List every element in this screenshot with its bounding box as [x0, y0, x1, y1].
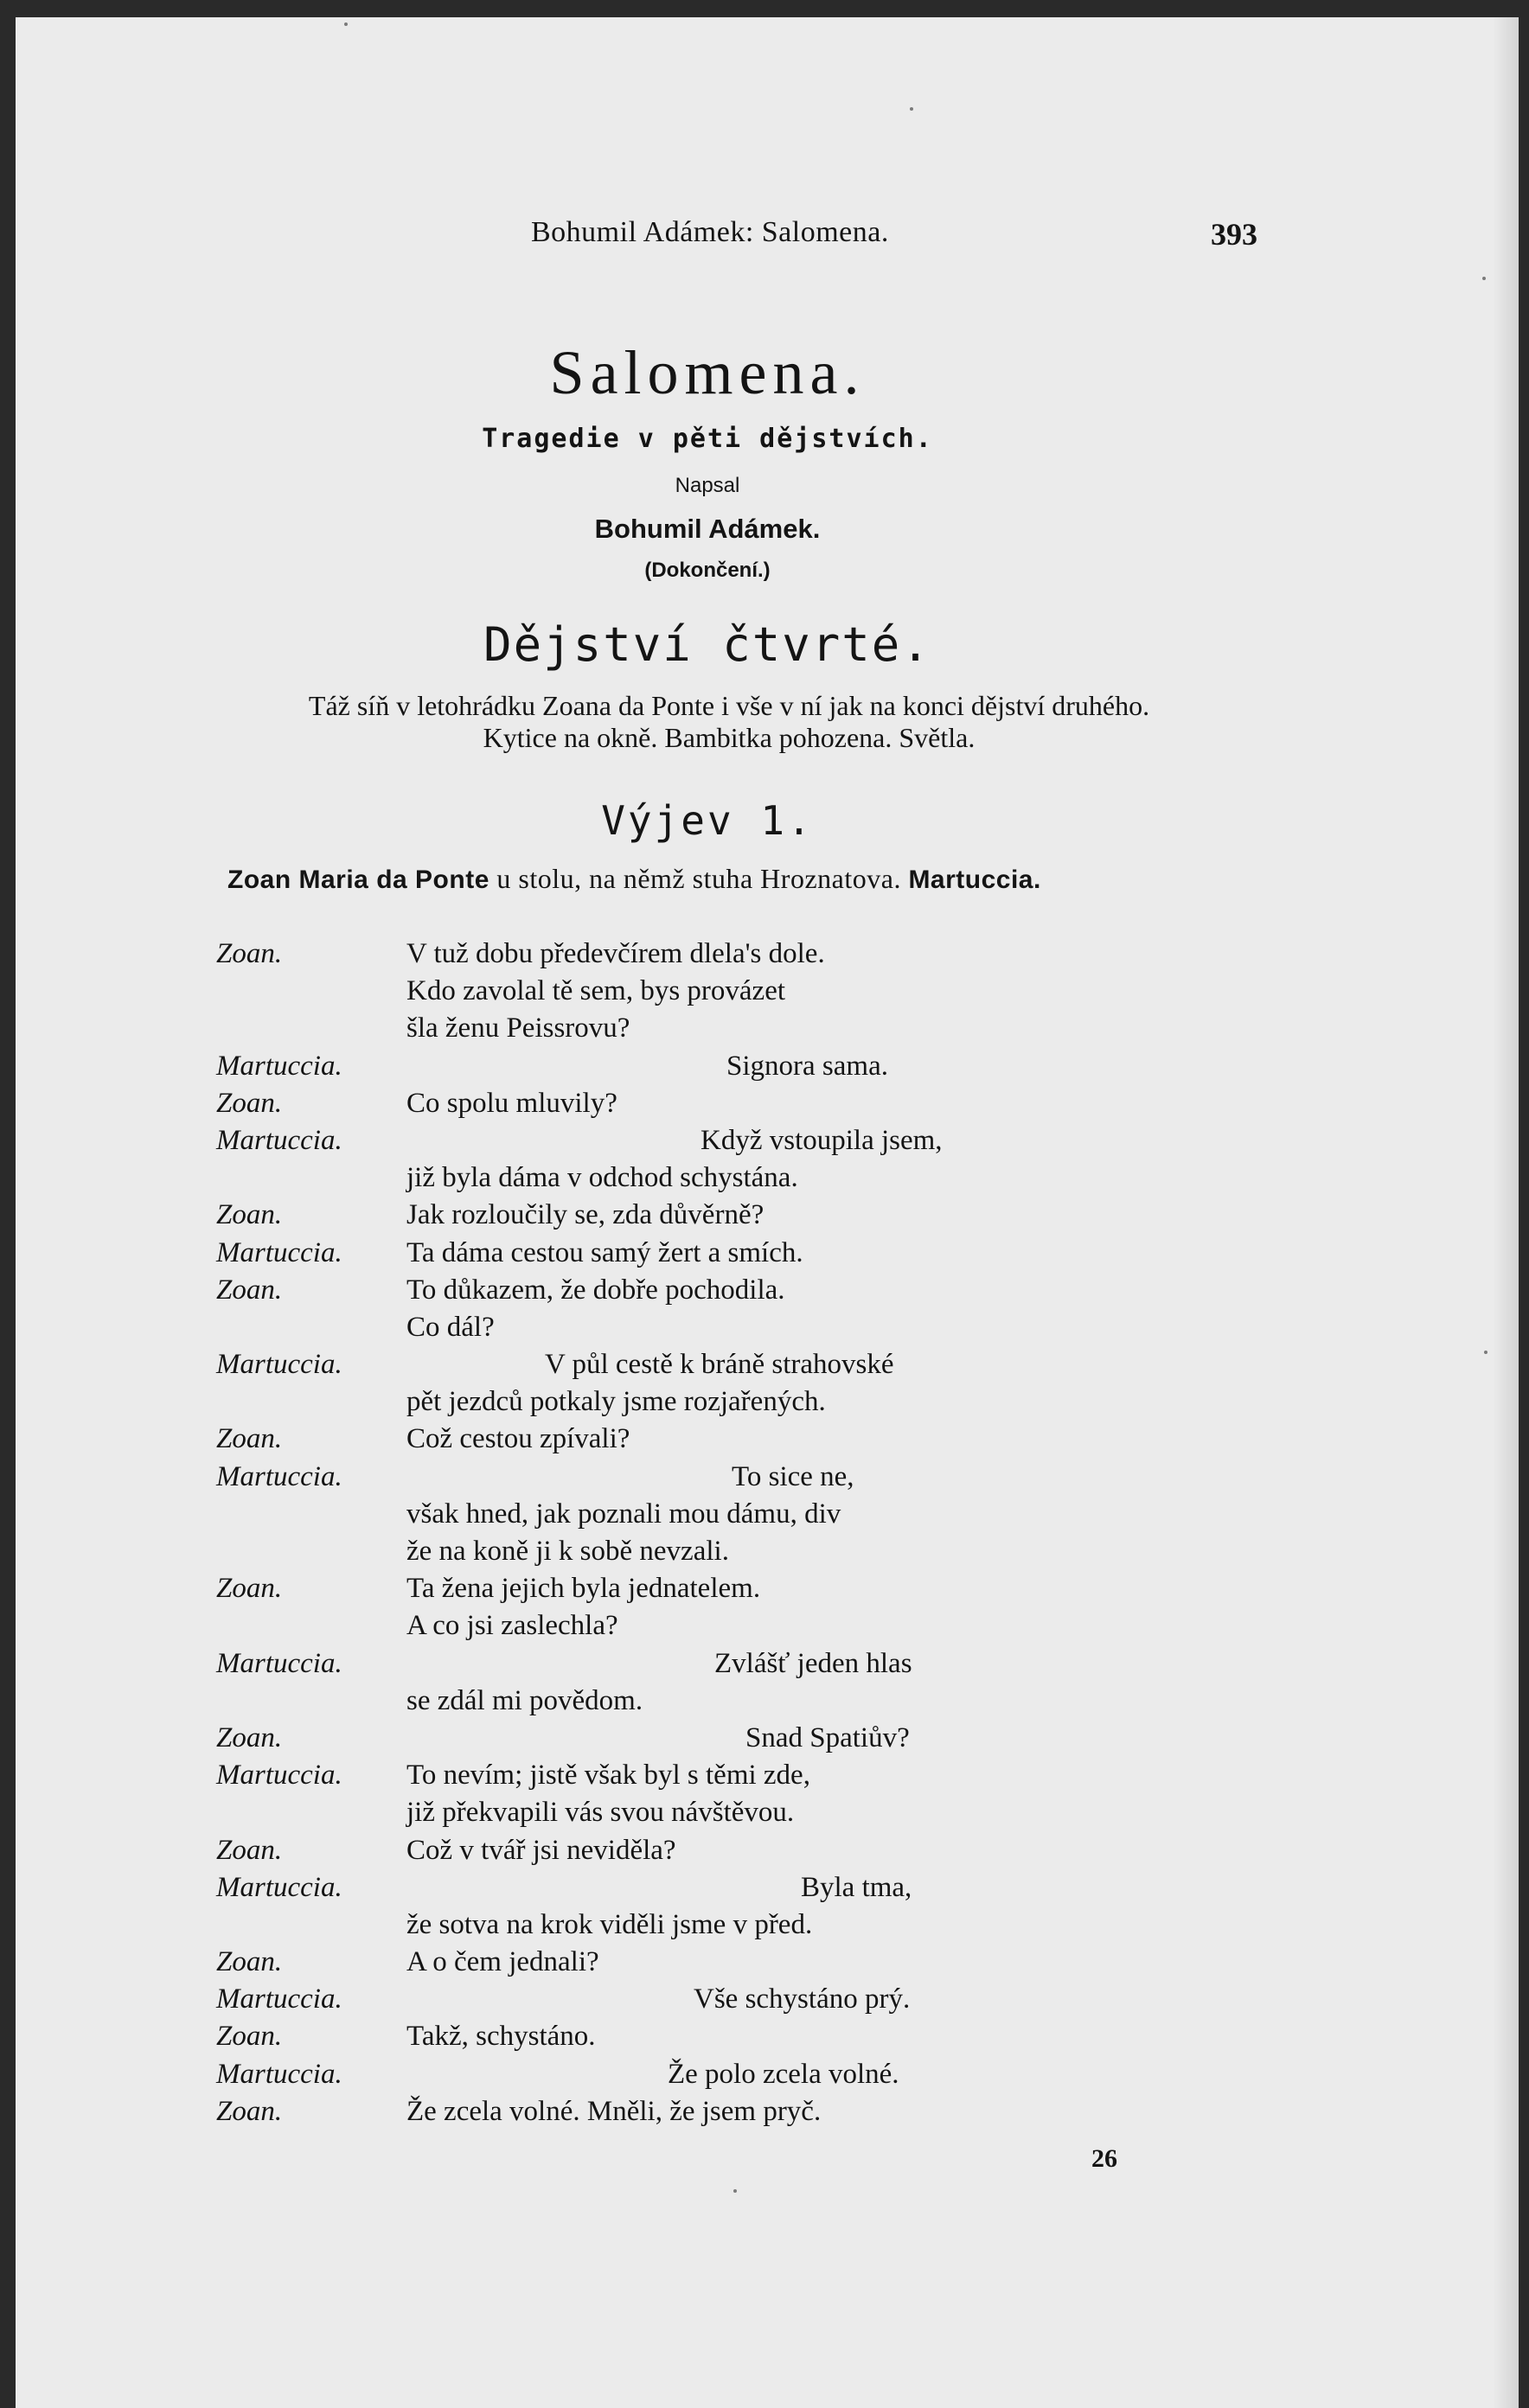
print-speck: [1482, 277, 1486, 280]
verse-text: šla ženu Peissrovu?: [406, 1012, 630, 1044]
speaker-name: Martuccia.: [216, 1460, 342, 1492]
verse-text: Kdo zavolal tě sem, bys provázet: [406, 975, 786, 1007]
dialogue-line: [16, 1085, 1519, 1122]
dialogue-line: [16, 2056, 1519, 2093]
verse-text: již byla dáma v odchod schystána.: [406, 1162, 798, 1194]
scene-heading: Výjev 1.: [601, 797, 814, 844]
dialogue-line: [16, 1496, 1519, 1533]
speaker-name: Martuccia.: [216, 2058, 342, 2090]
verse-text: A o čem jednali?: [406, 1946, 599, 1978]
verse-text: To nevím; jistě však byl s těmi zde,: [406, 1760, 810, 1792]
dialogue-line: [16, 1570, 1519, 1607]
stage-direction: [227, 863, 1395, 895]
verse-text: Což v tvář jsi neviděla?: [406, 1834, 676, 1866]
play-subtitle: Tragedie v pěti dějstvích.: [482, 424, 933, 454]
dialogue-line: [16, 1794, 1519, 1831]
dialogue-line: [16, 1869, 1519, 1907]
dialogue-line: [16, 1421, 1519, 1458]
dialogue-line: [16, 1309, 1519, 1346]
speaker-name: Zoan.: [216, 1834, 283, 1866]
author-name: Bohumil Adámek.: [594, 514, 821, 544]
speaker-name: Zoan.: [216, 1199, 283, 1231]
dialogue-line: [16, 1235, 1519, 1272]
verse-text: pět jezdců potkaly jsme rozjařených.: [406, 1386, 826, 1418]
dialogue-line: [16, 936, 1519, 973]
speaker-name: Zoan.: [216, 1274, 283, 1306]
verse-text: Snad Spatiův?: [745, 1721, 910, 1753]
setting-line: Kytice na okně. Bambitka pohozena. Světla.: [483, 722, 976, 753]
verse-text: již překvapili vás svou návštěvou.: [406, 1797, 795, 1829]
dialogue-line: [16, 1645, 1519, 1683]
continuation-note: (Dokončení.): [644, 559, 771, 582]
print-speck: [344, 22, 348, 26]
signature-mark: 26: [1091, 2144, 1117, 2173]
dialogue-line: [16, 1720, 1519, 1757]
play-title: Salomena.: [549, 338, 866, 407]
dialogue-line: [16, 1272, 1519, 1309]
dialogue-line: [16, 1907, 1519, 1944]
print-speck: [910, 107, 913, 111]
dialogue-line: [16, 1048, 1519, 1085]
dialogue-line: [16, 1832, 1519, 1869]
dialogue-line: [16, 1757, 1519, 1794]
setting-line: Táž síň v letohrádku Zoana da Ponte i vše v ní jak na konci dějství druhého.: [308, 690, 1150, 721]
verse-text: V půl cestě k bráně strahovské: [545, 1349, 894, 1381]
dialogue-line: [16, 2018, 1519, 2055]
dialogue-line: [16, 1981, 1519, 2018]
verse-text: To důkazem, že dobře pochodila.: [406, 1274, 785, 1306]
verse-text: Což cestou zpívali?: [406, 1423, 630, 1455]
speaker-name: Martuccia.: [216, 1124, 342, 1156]
verse-text: Co spolu mluvily?: [406, 1087, 617, 1119]
dialogue-line: [16, 1197, 1519, 1234]
running-head: [16, 216, 1519, 254]
verse-text: Ta žena jejich byla jednatelem.: [406, 1573, 761, 1605]
stage-speaker: Zoan Maria da Ponte: [227, 865, 489, 894]
verse-text: Že zcela volné. Mněli, že jsem pryč.: [406, 2095, 822, 2127]
speaker-name: Martuccia.: [216, 1760, 342, 1792]
speaker-name: Martuccia.: [216, 1236, 342, 1268]
verse-text: Že polo zcela volné.: [668, 2058, 899, 2090]
speaker-name: Zoan.: [216, 1573, 283, 1605]
verse-text: Zvlášť jeden hlas: [714, 1647, 912, 1679]
dialogue-line: [16, 1346, 1519, 1383]
dialogue-line: [16, 1159, 1519, 1197]
verse-text: že na koně ji k sobě nevzali.: [406, 1536, 729, 1567]
verse-text: A co jsi zaslechla?: [406, 1610, 618, 1642]
stage-speaker: Martuccia.: [908, 865, 1041, 894]
speaker-name: Zoan.: [216, 1946, 283, 1978]
speaker-name: Zoan.: [216, 1423, 283, 1455]
byline-label: Napsal: [675, 474, 740, 497]
verse-text: Co dál?: [406, 1311, 495, 1343]
dialogue-block: [16, 936, 1519, 2130]
speaker-name: Zoan.: [216, 1087, 283, 1119]
verse-text: Jak rozloučily se, zda důvěrně?: [406, 1199, 764, 1231]
verse-text: To sice ne,: [732, 1460, 854, 1492]
dialogue-line: [16, 1122, 1519, 1159]
page-number: 393: [1211, 217, 1257, 252]
dialogue-line: [16, 973, 1519, 1010]
book-page: [16, 17, 1519, 2408]
dialogue-line: [16, 1533, 1519, 1570]
print-speck: [1484, 1351, 1487, 1354]
dialogue-line: [16, 1010, 1519, 1047]
stage-text: u stolu, na němž stuha Hroznatova.: [489, 863, 909, 894]
dialogue-line: [16, 1459, 1519, 1496]
speaker-name: Martuccia.: [216, 1349, 342, 1381]
running-head-title: Bohumil Adámek: Salomena.: [531, 216, 889, 248]
speaker-name: Zoan.: [216, 938, 283, 969]
speaker-name: Martuccia.: [216, 1647, 342, 1679]
print-speck: [733, 2189, 737, 2193]
dialogue-line: [16, 1607, 1519, 1645]
verse-text: Takž, schystáno.: [406, 2021, 596, 2053]
verse-text: se zdál mi povědom.: [406, 1684, 643, 1716]
verse-text: Vše schystáno prý.: [694, 1983, 911, 2015]
speaker-name: Martuccia.: [216, 1871, 342, 1903]
dialogue-line: [16, 2093, 1519, 2130]
speaker-name: Zoan.: [216, 1721, 283, 1753]
speaker-name: Martuccia.: [216, 1983, 342, 2015]
dialogue-line: [16, 1383, 1519, 1421]
verse-text: že sotva na krok viděli jsme v před.: [406, 1908, 813, 1940]
dialogue-line: [16, 1683, 1519, 1720]
speaker-name: Zoan.: [216, 2095, 283, 2127]
setting-description: [145, 690, 1313, 754]
speaker-name: Zoan.: [216, 2021, 283, 2053]
verse-text: Signora sama.: [726, 1050, 888, 1082]
act-heading: Dějství čtvrté.: [483, 617, 931, 672]
verse-text: Ta dáma cestou samý žert a smích.: [406, 1236, 803, 1268]
verse-text: Byla tma,: [801, 1871, 912, 1903]
dialogue-line: [16, 1944, 1519, 1981]
verse-text: Když vstoupila jsem,: [701, 1124, 943, 1156]
verse-text: však hned, jak poznali mou dámu, div: [406, 1498, 841, 1530]
speaker-name: Martuccia.: [216, 1050, 342, 1082]
verse-text: V tuž dobu předevčírem dlela's dole.: [406, 938, 825, 969]
